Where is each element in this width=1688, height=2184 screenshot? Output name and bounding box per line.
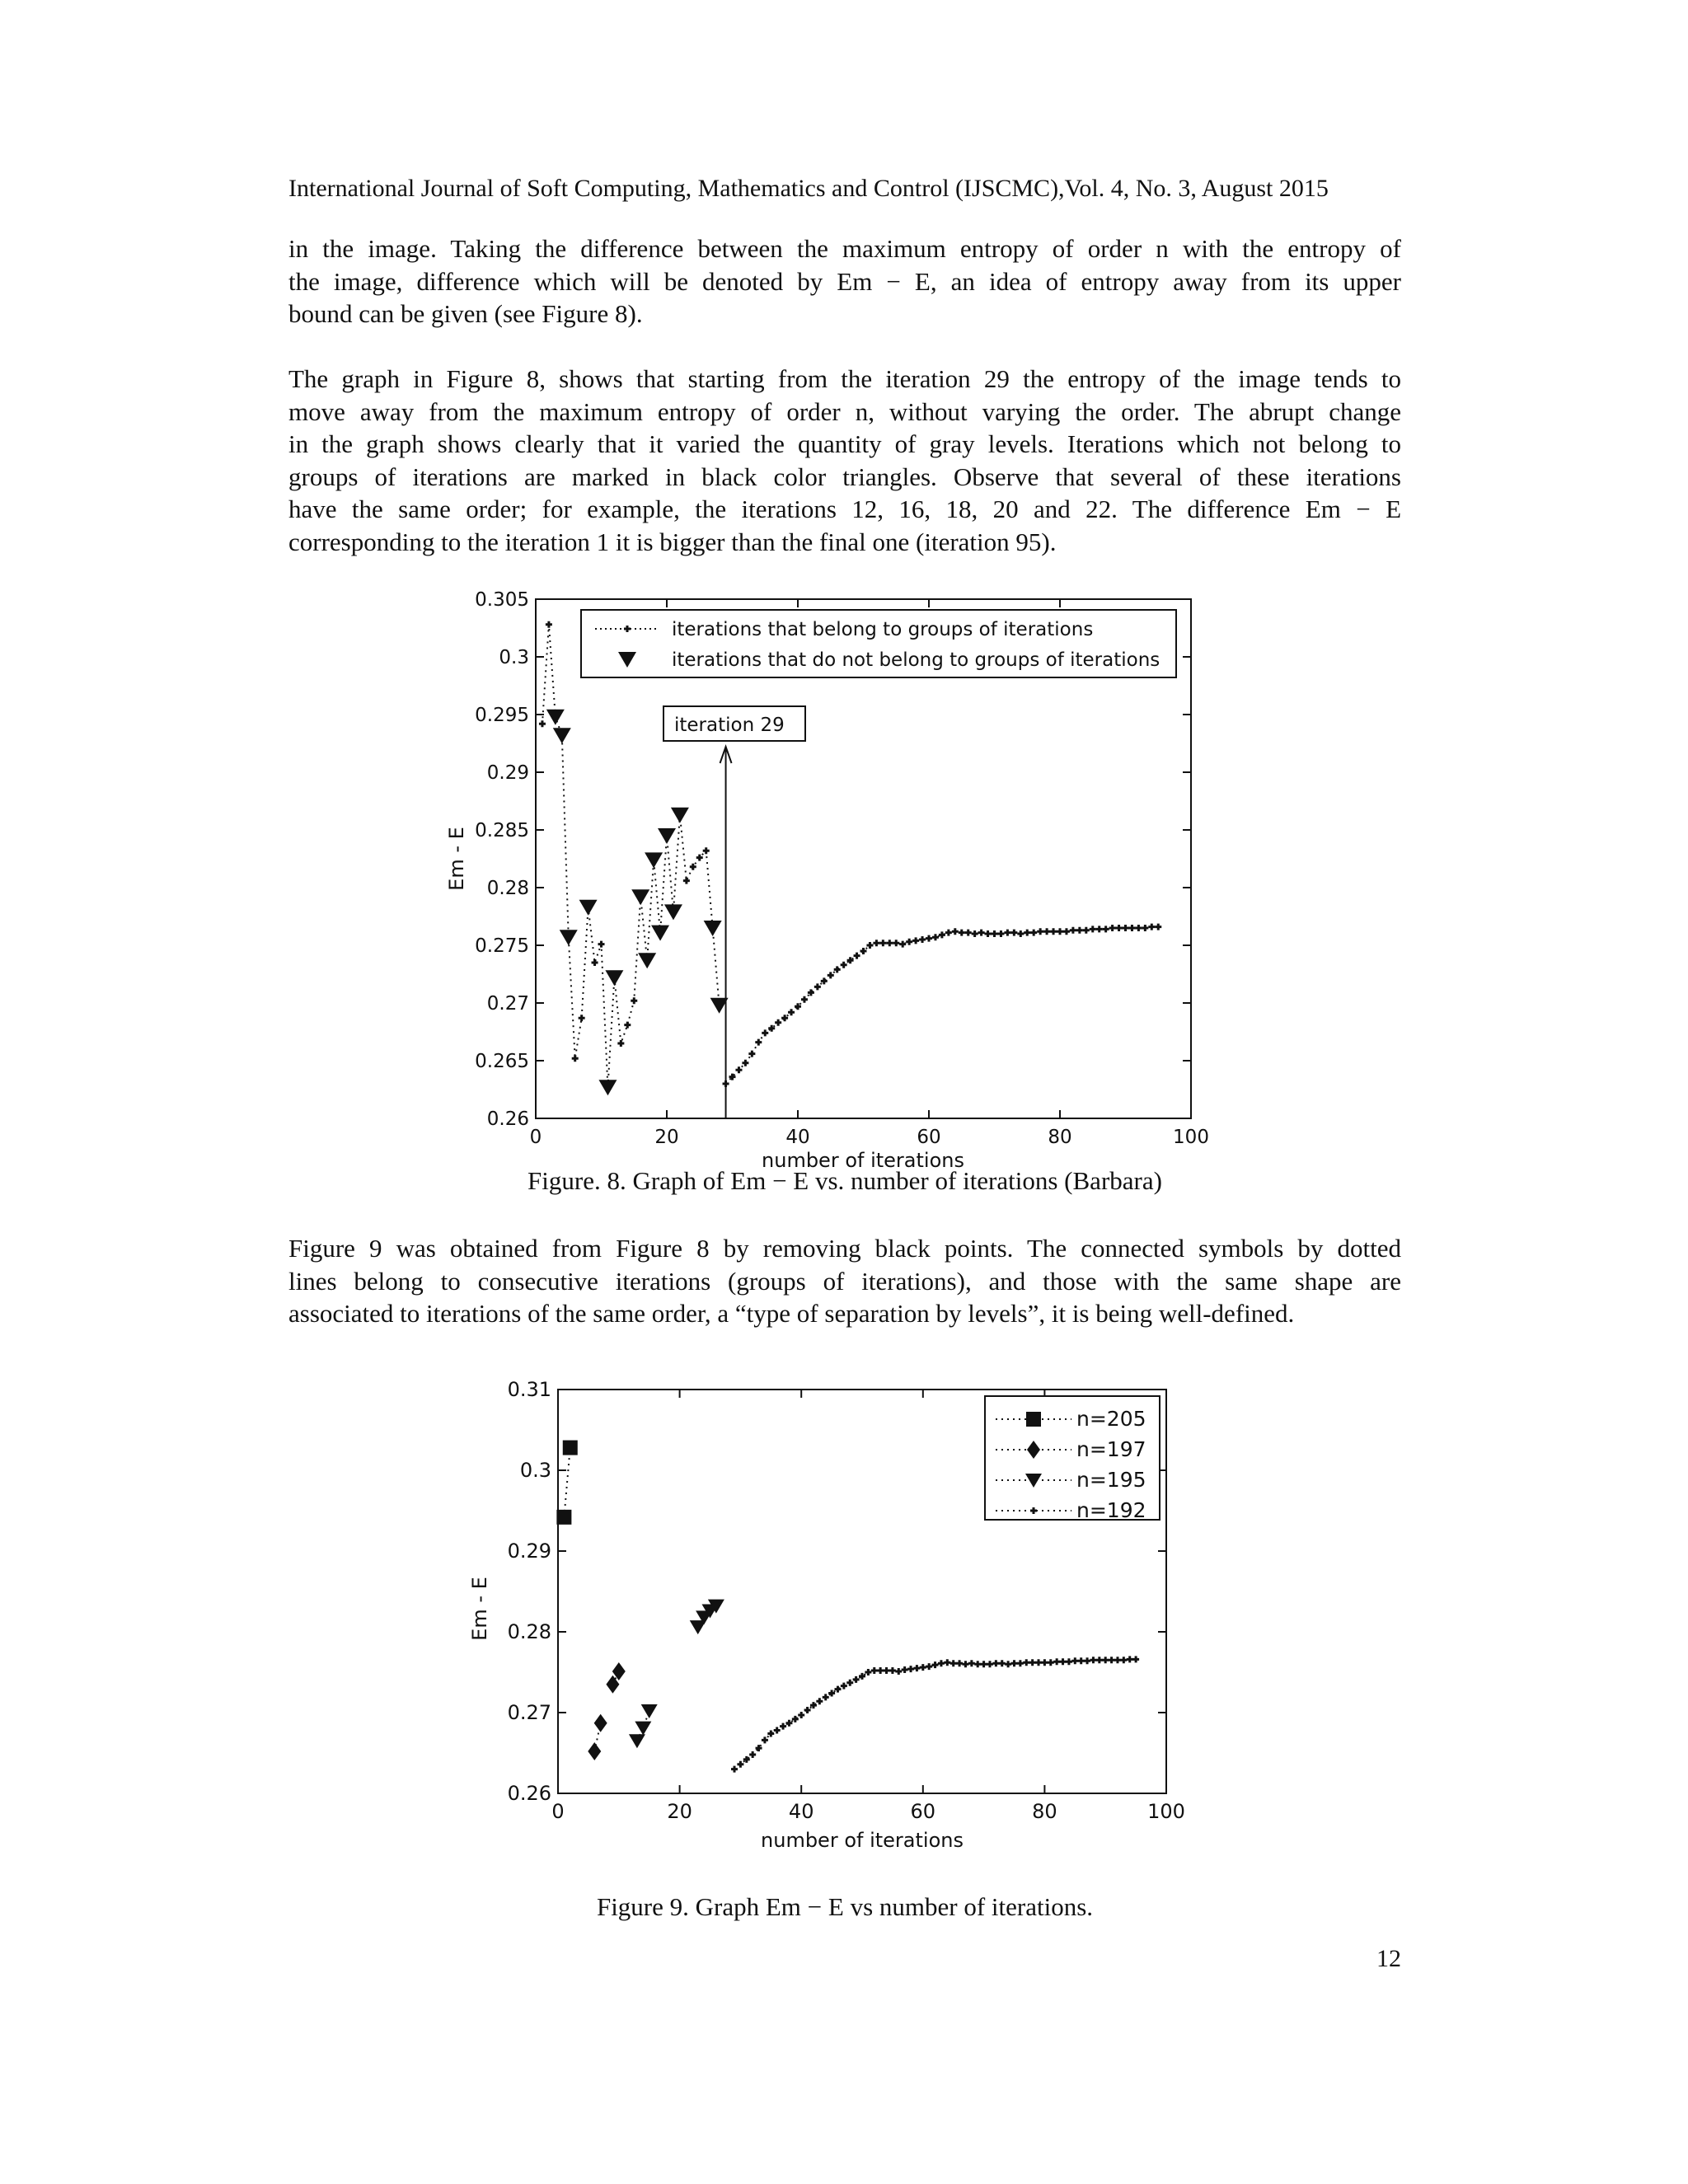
y-tick-label: 0.305 (475, 589, 529, 611)
data-point-plus (1029, 1659, 1036, 1666)
data-point-plus (884, 1667, 890, 1674)
paragraph-2 (288, 363, 1401, 558)
data-point-plus (804, 1707, 811, 1713)
data-point-plus (899, 941, 906, 948)
data-point-plus (886, 940, 893, 946)
data-point-triangle (638, 953, 656, 968)
data-point-triangle (605, 970, 623, 986)
annotation-text: iteration 29 (674, 715, 785, 736)
data-point-plus (1155, 924, 1161, 930)
data-point-triangle (598, 1080, 617, 1095)
data-point-plus (748, 1051, 755, 1057)
data-point-plus (853, 1676, 860, 1683)
data-point-plus (762, 1736, 768, 1743)
data-point-plus (965, 930, 972, 936)
data-point-plus (987, 1661, 993, 1667)
page-number: 12 (1376, 1945, 1401, 1972)
data-point-plus (889, 1667, 896, 1674)
data-point-triangle (629, 1734, 645, 1748)
data-point-plus (997, 930, 1004, 937)
x-tick-label: 80 (1032, 1800, 1057, 1823)
data-point-plus (992, 930, 998, 937)
data-point-triangle (671, 808, 689, 823)
data-point-plus (598, 941, 605, 948)
x-tick-label: 40 (785, 1127, 810, 1148)
text-line: bound can be given (see Figure 8). (288, 299, 643, 328)
x-tick-label: 60 (910, 1800, 936, 1823)
data-point-plus (539, 720, 546, 727)
series-dotted-line (564, 1448, 570, 1517)
x-tick-label: 40 (788, 1800, 814, 1823)
y-tick-label: 0.31 (507, 1378, 551, 1401)
series-dotted-line (726, 927, 1159, 1084)
data-point-plus (631, 997, 637, 1004)
data-point-plus (1053, 1658, 1060, 1665)
data-point-plus (1127, 1656, 1133, 1662)
data-point-plus (959, 930, 965, 936)
data-point-plus (902, 1666, 908, 1673)
text-line: the image, difference which will be denoted by Em − E, an idea of entropy away from its upper (288, 266, 1401, 296)
data-point-plus (834, 966, 841, 972)
data-point-plus (972, 930, 978, 937)
data-point-triangle (631, 889, 649, 905)
x-tick-label: 0 (551, 1800, 565, 1823)
text-line: corresponding to the iteration 1 it is bigger than the final one (iteration 95). (288, 527, 1057, 556)
data-point-plus (854, 953, 860, 959)
data-point-plus (780, 1723, 786, 1730)
data-point-plus (1063, 928, 1070, 935)
data-point-plus (1096, 926, 1103, 932)
data-point-plus (546, 621, 552, 628)
data-point-plus (1048, 1659, 1054, 1666)
data-point-plus (814, 983, 821, 990)
data-point-plus (1084, 1657, 1090, 1664)
data-point-plus (926, 1663, 932, 1670)
journal-header: International Journal of Soft Computing, Mathematics and Control (IJSCMC),Vol. 4, No. 3, August 2015 (288, 175, 1329, 202)
data-point-plus (703, 847, 710, 854)
y-tick-label: 0.27 (486, 993, 529, 1015)
data-point-plus (906, 939, 912, 945)
y-axis-label: Em - E (445, 827, 468, 891)
data-point-diamond (594, 1714, 607, 1732)
data-point-triangle (704, 921, 722, 936)
legend-label-non-groups: iterations that do not belong to groups of iterations (672, 649, 1160, 671)
x-tick-label: 20 (654, 1127, 679, 1148)
y-tick-label: 0.29 (507, 1540, 551, 1563)
data-point-plus (1109, 1657, 1115, 1663)
x-tick-label: 100 (1173, 1127, 1209, 1148)
data-point-plus (950, 1660, 957, 1666)
text-line: in the graph shows clearly that it varied the quantity of gray levels. Iterations which not belong to (288, 429, 1401, 458)
data-point-plus (877, 1667, 884, 1674)
text-line: Figure 9 was obtained from Figure 8 by removing black points. The connected symbols by dotted (288, 1234, 1401, 1263)
data-point-plus (978, 930, 985, 936)
x-axis-label: number of iterations (761, 1829, 964, 1852)
data-point-plus (968, 1660, 975, 1666)
data-point-plus (816, 1698, 823, 1704)
data-point-plus (893, 940, 899, 946)
data-point-plus (907, 1666, 914, 1672)
legend-label: n=192 (1076, 1498, 1146, 1522)
data-point-plus (801, 996, 808, 1003)
data-point-plus (912, 937, 919, 944)
data-point-plus (956, 1660, 963, 1666)
y-tick-label: 0.27 (507, 1701, 551, 1724)
data-point-plus (762, 1029, 768, 1036)
y-tick-label: 0.275 (475, 935, 529, 957)
data-point-plus (735, 1066, 742, 1073)
data-point-plus (1142, 925, 1148, 931)
data-point-plus (913, 1665, 920, 1671)
data-point-plus (1090, 926, 1096, 932)
text-line: in the image. Taking the difference between the maximum entropy of order n with the entropy of (288, 234, 1401, 263)
data-point-plus (1078, 1657, 1085, 1664)
data-point-plus (841, 1683, 847, 1690)
data-point-plus (1010, 930, 1017, 936)
data-point-plus (690, 864, 696, 870)
figure-9-chart (0, 1368, 1688, 1879)
legend-marker-square (1026, 1412, 1041, 1427)
data-point-plus (742, 1060, 748, 1066)
data-point-triangle (645, 852, 663, 868)
data-point-plus (1128, 925, 1135, 931)
data-point-plus (1060, 1658, 1067, 1665)
data-point-plus (1030, 930, 1037, 936)
data-point-plus (992, 1660, 999, 1666)
legend-label: n=205 (1076, 1407, 1146, 1431)
data-point-square (563, 1441, 578, 1455)
y-tick-label: 0.26 (486, 1108, 529, 1130)
data-point-plus (1148, 924, 1155, 930)
text-line: associated to iterations of the same order, a “type of separation by levels”, it is being well-defined. (288, 1299, 1295, 1328)
data-point-plus (938, 1660, 945, 1666)
legend-label: n=195 (1076, 1468, 1146, 1492)
data-point-plus (939, 931, 945, 938)
data-point-plus (1083, 927, 1090, 934)
data-point-plus (1132, 1656, 1139, 1662)
data-point-plus (737, 1761, 743, 1768)
data-point-plus (1071, 1657, 1078, 1664)
data-point-triangle (664, 904, 682, 920)
data-point-triangle (546, 710, 565, 725)
data-point-plus (755, 1039, 762, 1046)
data-point-plus (866, 942, 873, 949)
data-point-plus (1066, 1658, 1072, 1665)
data-point-square (556, 1510, 571, 1525)
data-point-plus (572, 1055, 579, 1062)
text-line: lines belong to consecutive iterations (groups of iterations), and those with the same shape are (288, 1266, 1401, 1296)
x-tick-label: 0 (529, 1127, 542, 1148)
data-point-plus (1116, 925, 1123, 931)
data-point-plus (1096, 1657, 1103, 1663)
data-point-plus (1120, 1657, 1127, 1663)
data-point-triangle (553, 728, 571, 743)
data-point-plus (871, 1667, 878, 1674)
data-point-triangle (560, 930, 578, 945)
data-point-plus (823, 1694, 829, 1700)
data-point-plus (1011, 1660, 1018, 1666)
data-point-plus (767, 1730, 774, 1736)
data-point-plus (1035, 1659, 1042, 1666)
data-point-plus (962, 1661, 968, 1667)
series-dotted-line (734, 1659, 1136, 1769)
y-tick-label: 0.265 (475, 1051, 529, 1072)
figure-8-caption: Figure. 8. Graph of Em − E vs. number of iterations (Barbara) (528, 1166, 1162, 1195)
data-point-plus (945, 930, 952, 936)
data-point-plus (932, 1661, 939, 1668)
x-tick-label: 80 (1048, 1127, 1072, 1148)
data-point-plus (846, 1680, 853, 1686)
data-point-plus (731, 1766, 738, 1773)
data-point-plus (1135, 925, 1142, 931)
data-point-plus (1037, 928, 1043, 935)
data-point-plus (879, 940, 886, 946)
paragraph-1 (288, 232, 1401, 330)
data-point-plus (683, 878, 690, 884)
data-point-triangle (641, 1704, 658, 1718)
data-point-plus (696, 855, 703, 861)
data-point-plus (865, 1669, 871, 1675)
x-tick-label: 20 (667, 1800, 692, 1823)
y-tick-label: 0.28 (507, 1620, 551, 1643)
text-line: groups of iterations are marked in black color triangles. Observe that several of these iterations (288, 462, 1401, 491)
data-point-plus (1070, 927, 1076, 934)
data-point-plus (1004, 930, 1010, 936)
data-point-plus (1076, 927, 1083, 934)
data-point-plus (1041, 1659, 1048, 1666)
data-point-plus (775, 1019, 781, 1026)
data-point-plus (1024, 930, 1030, 936)
data-point-plus (981, 1661, 987, 1667)
data-point-plus (624, 1022, 631, 1029)
data-point-plus (920, 1664, 926, 1671)
y-tick-label: 0.29 (486, 762, 529, 784)
data-point-plus (1017, 930, 1024, 937)
data-point-plus (749, 1751, 756, 1758)
data-point-plus (944, 1659, 950, 1666)
data-point-plus (1057, 928, 1063, 935)
data-point-plus (985, 930, 992, 937)
data-point-plus (895, 1668, 902, 1675)
paragraph-3 (288, 1232, 1401, 1330)
data-point-triangle (658, 828, 676, 844)
legend-label: n=197 (1076, 1437, 1146, 1461)
data-point-plus (841, 962, 847, 968)
data-point-plus (1090, 1657, 1096, 1663)
data-point-plus (1102, 1657, 1109, 1663)
data-point-plus (579, 1015, 585, 1021)
data-point-plus (774, 1727, 781, 1734)
series-dotted-line (542, 625, 720, 1087)
legend-label-groups: iterations that belong to groups of iterations (672, 619, 1094, 640)
data-point-plus (1103, 926, 1109, 932)
data-point-plus (999, 1660, 1006, 1666)
data-point-plus (828, 972, 834, 978)
y-tick-label: 0.285 (475, 820, 529, 841)
data-point-triangle (579, 900, 598, 916)
figure-8-chart (0, 577, 1688, 1172)
text-line: move away from the maximum entropy of order n, without varying the order. The abrupt change (288, 396, 1401, 426)
text-line: The graph in Figure 8, shows that starting from the iteration 29 the entropy of the image tends to (288, 364, 1401, 393)
y-tick-label: 0.295 (475, 705, 529, 726)
data-point-plus (1114, 1657, 1121, 1663)
x-tick-label: 100 (1147, 1800, 1185, 1823)
data-point-triangle (651, 926, 669, 941)
data-point-plus (1017, 1660, 1024, 1666)
data-point-plus (1050, 928, 1057, 935)
data-point-plus (1023, 1659, 1029, 1666)
data-point-diamond (588, 1742, 601, 1760)
figure-9-caption: Figure 9. Graph Em − E vs number of iterations. (596, 1892, 1094, 1921)
data-point-plus (926, 935, 932, 942)
data-point-plus (974, 1661, 981, 1667)
data-point-plus (1109, 925, 1116, 931)
data-point-plus (919, 936, 926, 943)
data-point-plus (952, 928, 959, 935)
data-point-plus (788, 1009, 795, 1015)
y-tick-label: 0.3 (519, 1459, 551, 1482)
data-point-plus (1043, 928, 1050, 935)
data-point-plus (1123, 925, 1129, 931)
data-point-plus (873, 940, 879, 946)
text-line: have the same order; for example, the iterations 12, 16, 18, 20 and 22. The difference Em − E (288, 494, 1401, 523)
data-point-plus (860, 948, 867, 954)
data-point-plus (592, 959, 598, 966)
data-point-triangle (635, 1722, 651, 1736)
data-point-plus (798, 1712, 804, 1718)
y-axis-label: Em - E (468, 1577, 491, 1641)
y-tick-label: 0.28 (486, 878, 529, 899)
x-axis-label: number of iterations (762, 1149, 964, 1172)
data-point-plus (932, 934, 939, 940)
y-tick-label: 0.3 (499, 647, 529, 668)
data-point-plus (1005, 1661, 1011, 1667)
data-point-plus (617, 1040, 624, 1047)
x-tick-label: 60 (917, 1127, 941, 1148)
y-tick-label: 0.26 (507, 1782, 551, 1805)
